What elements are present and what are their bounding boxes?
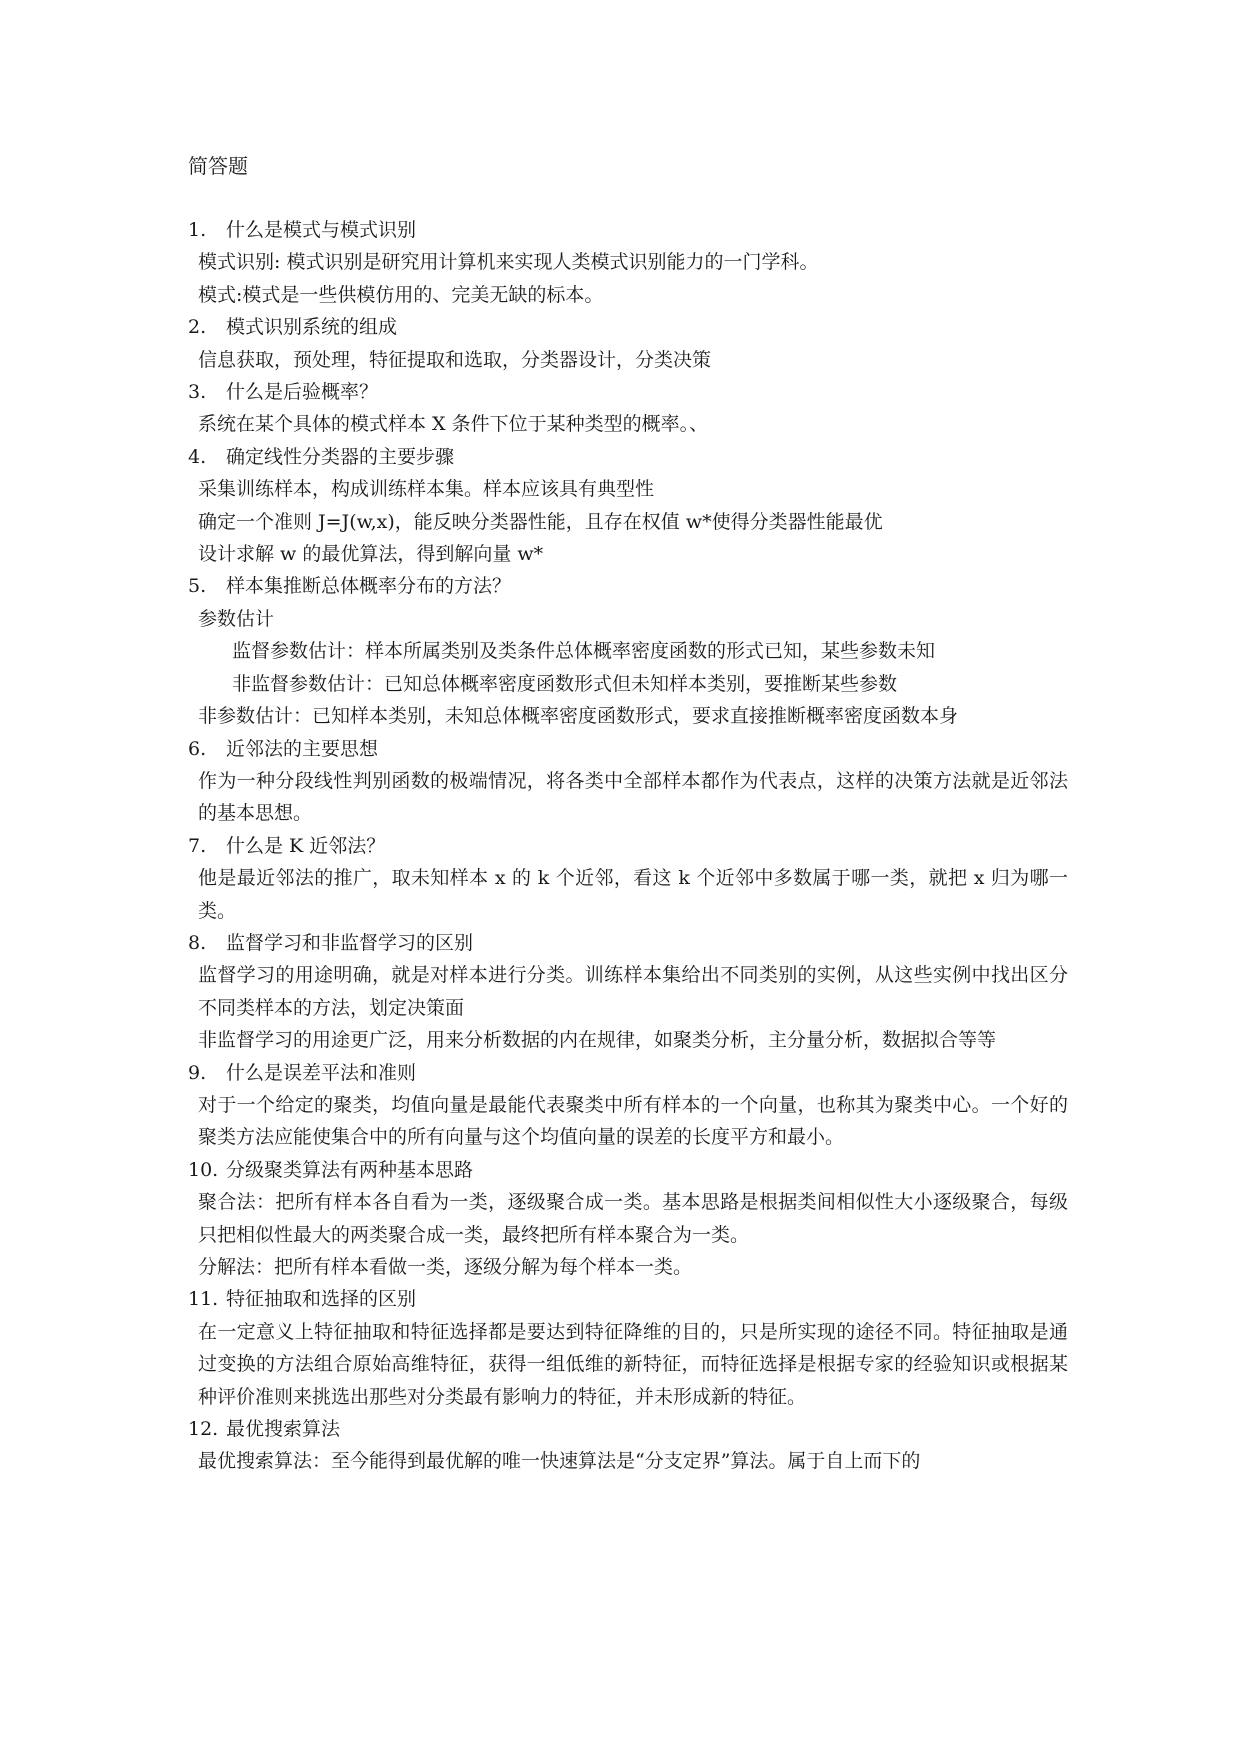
answer-paragraph: 系统在某个具体的模式样本 X 条件下位于某种类型的概率。、: [198, 413, 709, 436]
answer-paragraph: 在一定意义上特征抽取和特征选择都是要达到特征降维的目的，只是所实现的途径不同。特征抽取是通过变换的方法组合原始高维特征，获得一组低维的新特征，而特征选择是根据专家的经验知识或根据某种评价准则来挑选出那些对分类最有影响力的特征，并未形成新的特征。: [198, 1320, 1068, 1408]
question-heading: [188, 830, 1068, 862]
answer-paragraph: 信息获取，预处理，特征提取和选取，分类器设计，分类决策: [198, 348, 712, 371]
question-text: 监督学习和非监督学习的区别: [226, 931, 474, 954]
answer-paragraph: 非参数估计：已知样本类别，未知总体概率密度函数形式，要求直接推断概率密度函数本身: [198, 705, 959, 728]
answer-paragraph: 非监督学习的用途更广泛，用来分析数据的内在规律，如聚类分析，主分量分析，数据拟合等等: [198, 1029, 997, 1052]
qa-list: [188, 214, 1068, 1478]
question-number: 7.: [188, 834, 207, 857]
answer-paragraph: 采集训练样本，构成训练样本集。样本应该具有典型性: [198, 478, 655, 501]
question-number: 3.: [188, 381, 207, 404]
question-number: 4.: [188, 445, 207, 468]
question-heading: [188, 1413, 1068, 1445]
question-number: 11.: [188, 1288, 219, 1311]
question-heading: [188, 214, 1068, 246]
question-number: 1.: [188, 219, 207, 241]
question-text: 什么是 K 近邻法？: [226, 834, 386, 857]
question-text: 最优搜索算法: [226, 1418, 341, 1441]
answer-subparagraph: 非监督参数估计：已知总体概率密度函数形式但未知样本类别，要推断某些参数: [232, 672, 898, 695]
question-text: 模式识别系统的组成: [226, 316, 398, 339]
question-heading: [188, 570, 1068, 602]
question-number: 9.: [188, 1061, 207, 1084]
question-text: 什么是后验概率？: [226, 381, 379, 404]
answer-paragraph: 对于一个给定的聚类，均值向量是最能代表聚类中所有样本的一个向量，也称其为聚类中心。一个好的聚类方法应能使集合中的所有向量与这个均值向量的误差的长度平方和最小。: [198, 1093, 1068, 1149]
question-heading: [188, 441, 1068, 473]
question-text: 分级聚类算法有两种基本思路: [226, 1158, 474, 1181]
question-text: 什么是误差平法和准则: [226, 1061, 417, 1084]
answer-paragraph: 参数估计: [198, 607, 275, 630]
question-number: 6.: [188, 737, 207, 760]
answer-paragraph: 聚合法：把所有样本各自看为一类，逐级聚合成一类。基本思路是根据类间相似性大小逐级聚合，每级只把相似性最大的两类聚合成一类，最终把所有样本聚合为一类。: [198, 1191, 1068, 1246]
question-number: 5.: [188, 575, 207, 598]
answer-subparagraph: 监督参数估计：样本所属类别及类条件总体概率密度函数的形式已知，某些参数未知: [232, 640, 936, 663]
question-text: 样本集推断总体概率分布的方法？: [226, 575, 512, 598]
question-number: 8.: [188, 931, 207, 954]
question-number: 2.: [188, 316, 207, 339]
answer-paragraph: 最优搜索算法：至今能得到最优解的唯一快速算法是“分支定界”算法。属于自上而下的: [198, 1450, 921, 1473]
question-number: 10.: [188, 1158, 219, 1181]
question-text: 什么是模式与模式识别: [226, 219, 417, 241]
question-heading: [188, 733, 1068, 765]
question-heading: [188, 1154, 1068, 1186]
answer-paragraph: 模式识别: 模式识别是研究用计算机来实现人类模式识别能力的一门学科。: [198, 251, 819, 274]
answer-paragraph: 作为一种分段线性判别函数的极端情况，将各类中全部样本都作为代表点，这样的决策方法就是近邻法的基本思想。: [198, 769, 1068, 825]
answer-paragraph: 模式:模式是一些供模仿用的、完美无缺的标本。: [198, 283, 604, 306]
question-text: 确定线性分类器的主要步骤: [226, 445, 455, 468]
question-heading: [188, 311, 1068, 343]
answer-paragraph: 确定一个准则 J=J(w,x)，能反映分类器性能，且存在权值 w*使得分类器性能最优: [198, 510, 883, 533]
answer-paragraph: 他是最近邻法的推广，取未知样本 x 的 k 个近邻，看这 k 个近邻中多数属于哪一类，就把 x 归为哪一类。: [198, 867, 1068, 922]
answer-paragraph: 设计求解 w 的最优算法，得到解向量 w*: [198, 543, 544, 566]
document-title: 简答题: [188, 154, 248, 178]
question-heading: [188, 927, 1068, 959]
answer-paragraph: 分解法：把所有样本看做一类，逐级分解为每个样本一类。: [198, 1256, 693, 1278]
question-heading: [188, 376, 1068, 408]
question-heading: [188, 1283, 1068, 1315]
question-heading: [188, 1057, 1068, 1089]
answer-paragraph: 监督学习的用途明确，就是对样本进行分类。训练样本集给出不同类别的实例，从这些实例中找出区分不同类样本的方法，划定决策面: [198, 964, 1068, 1019]
question-text: 特征抽取和选择的区别: [226, 1288, 417, 1311]
question-number: 12.: [188, 1418, 219, 1441]
question-text: 近邻法的主要思想: [226, 737, 379, 760]
